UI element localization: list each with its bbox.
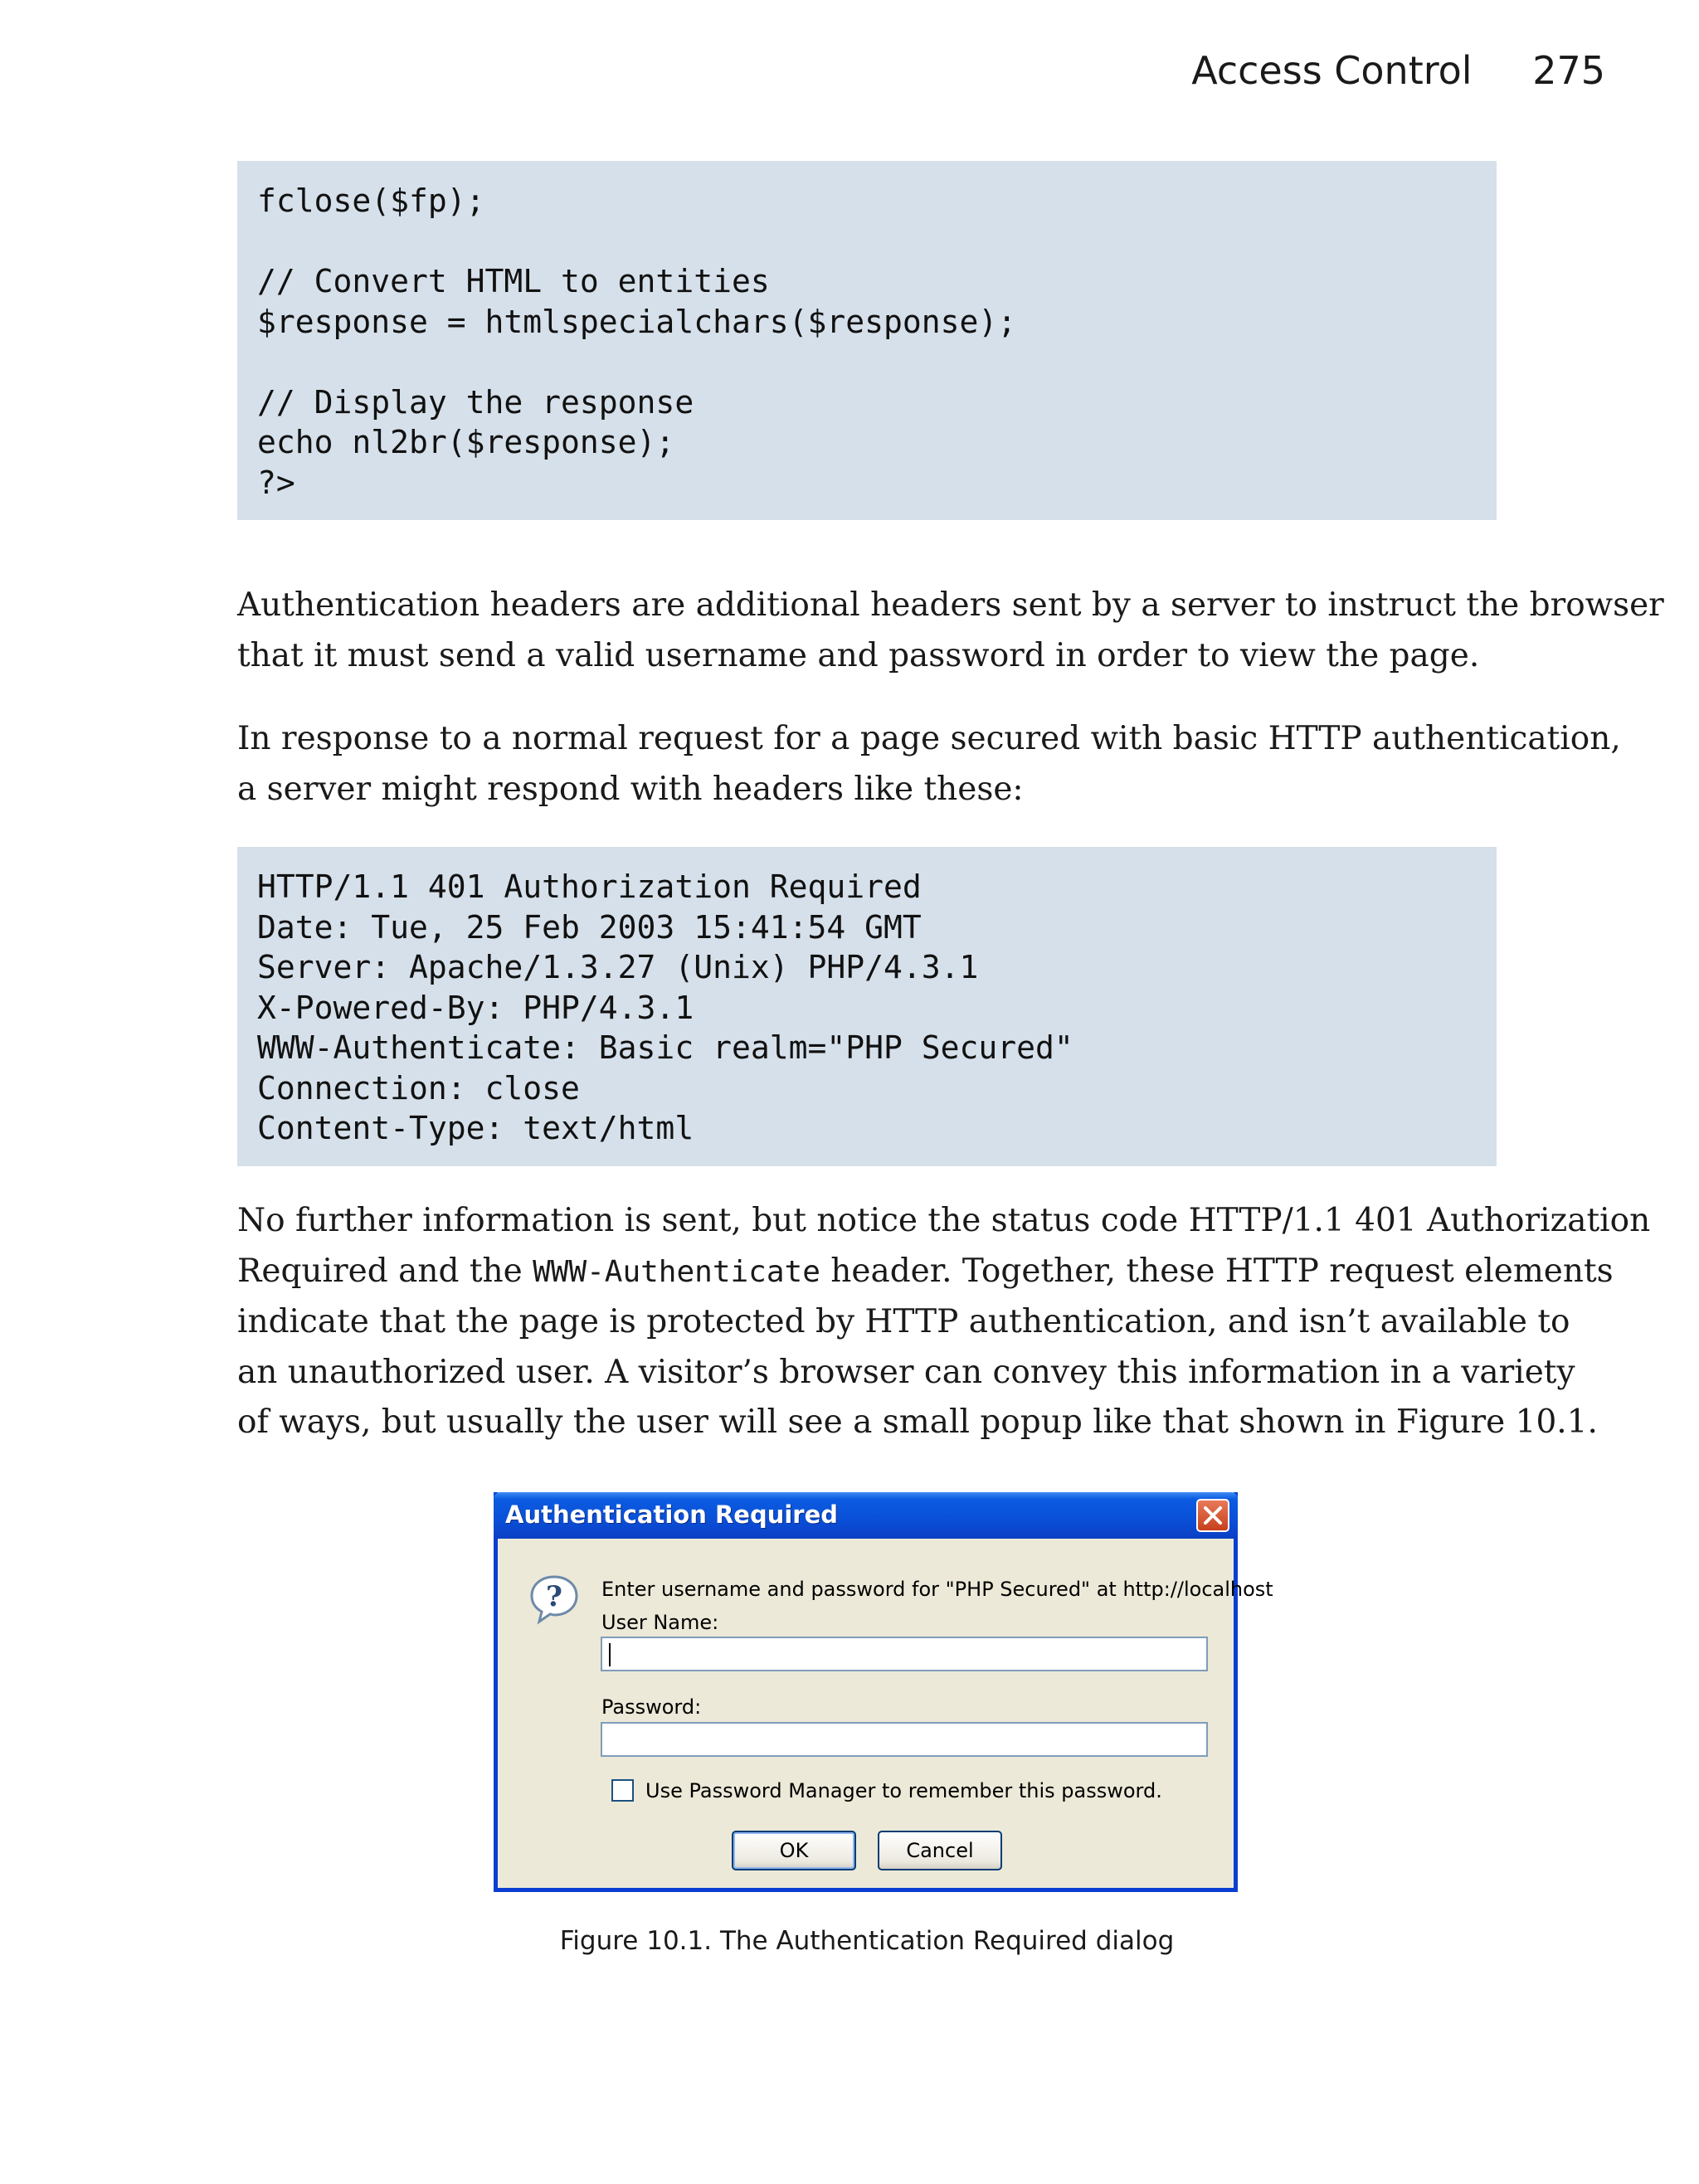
- paragraph-line: that it must send a valid username and password in order to view the page.: [237, 636, 1480, 674]
- figure-caption: Figure 10.1. The Authentication Required dialog: [559, 1926, 1175, 1956]
- remember-password-checkbox[interactable]: [611, 1779, 634, 1802]
- close-icon: [1198, 1501, 1228, 1530]
- running-head: [1191, 48, 1605, 93]
- inline-code: WWW-Authenticate: [533, 1254, 820, 1289]
- cancel-button[interactable]: Cancel: [878, 1831, 1002, 1870]
- paragraph-line: of ways, but usually the user will see a small popup like that shown in Figure 10.1.: [237, 1403, 1598, 1441]
- paragraph-status-code: [237, 1196, 1651, 1448]
- username-label: User Name:: [601, 1611, 719, 1634]
- text-run: header. Together, these HTTP request elements: [820, 1252, 1614, 1290]
- paragraph-response: [237, 714, 1621, 815]
- text-run: Required and the: [237, 1252, 533, 1290]
- code-block-php: fclose($fp); // Convert HTML to entities $response = htmlspecialchars($response); // Display the response echo nl2br($response); ?>: [237, 161, 1497, 520]
- paragraph-line: an unauthorized user. A visitor’s browser can convey this information in a variety: [237, 1353, 1575, 1391]
- close-button[interactable]: [1196, 1499, 1229, 1532]
- password-input[interactable]: [601, 1722, 1208, 1757]
- dialog-title: Authentication Required: [505, 1501, 839, 1529]
- paragraph-line: In response to a normal request for a page secured with basic HTTP authentication,: [237, 720, 1621, 757]
- page-number: 275: [1532, 48, 1605, 93]
- paragraph-line: No further information is sent, but notice the status code HTTP/1.1 401 Authorization: [237, 1202, 1651, 1239]
- username-input[interactable]: [601, 1637, 1208, 1671]
- paragraph-auth-headers: [237, 581, 1664, 681]
- paragraph-line: indicate that the page is protected by HTTP authentication, and isn’t available to: [237, 1303, 1570, 1340]
- paragraph-line: Authentication headers are additional headers sent by a server to instruct the browser: [237, 586, 1664, 624]
- paragraph-line: a server might respond with headers like these:: [237, 770, 1024, 808]
- remember-password-label[interactable]: Use Password Manager to remember this password.: [645, 1779, 1162, 1802]
- section-title: Access Control: [1191, 48, 1473, 93]
- dialog-prompt: Enter username and password for "PHP Secured" at http://localhost: [601, 1578, 1273, 1601]
- authentication-dialog: [494, 1492, 1273, 1892]
- dialog-title-bar[interactable]: [494, 1492, 1238, 1539]
- help-question-icon: [528, 1572, 581, 1625]
- password-label: Password:: [601, 1695, 702, 1719]
- svg-text:?: ?: [546, 1580, 562, 1613]
- code-block-http-headers: HTTP/1.1 401 Authorization Required Date: Tue, 25 Feb 2003 15:41:54 GMT Server: Apache/1.3.27 (Unix) PHP/4.3.1 X-Powered-By: PHP/4.3.1 WWW-Authenticate: Basic realm="PHP Secured" Connection: close Content-Type: text/html: [237, 847, 1497, 1166]
- ok-button[interactable]: OK: [732, 1831, 856, 1870]
- paragraph-line: [237, 1247, 1614, 1298]
- text-caret: [609, 1643, 611, 1666]
